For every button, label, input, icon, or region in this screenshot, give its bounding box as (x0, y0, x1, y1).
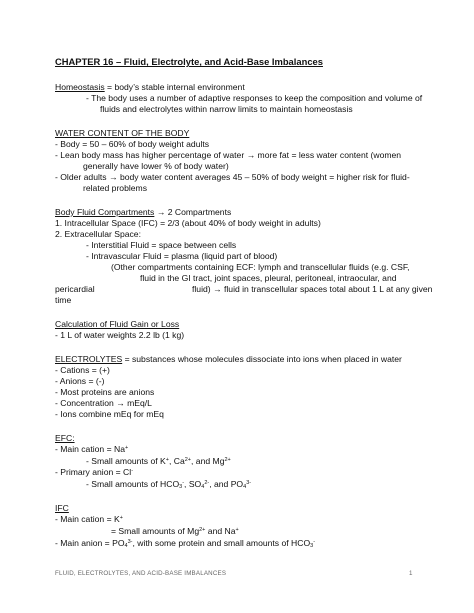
superscript: 3- (127, 539, 133, 545)
homeostasis-definition-text: = body’s stable internal environment (104, 82, 245, 92)
water-content-line: - Body = 50 – 60% of body weight adults (55, 139, 210, 149)
efc-main-cation-text: - Main cation = Na (55, 444, 125, 454)
efc-small-anions (86, 479, 251, 490)
water-content-line: - Older adults → body water content averages 45 – 50% of body weight = higher risk for fluid- (55, 172, 410, 182)
ifc-main-cation-text: - Main cation = K (55, 514, 120, 524)
footer-title: FLUID, ELECTROLYTES, AND ACID-BASE IMBALANCES (55, 570, 227, 577)
compartment-line: - Interstitial Fluid = space between cells (86, 240, 237, 250)
efc-small-cations (86, 456, 231, 467)
compartments-heading: Body Fluid Compartments (55, 207, 155, 217)
compartment-line: fluid) → fluid in transcellular spaces total about 1 L at any given (192, 284, 433, 294)
superscript: + (124, 445, 129, 451)
calculation-heading: Calculation of Fluid Gain or Loss (55, 319, 180, 329)
page-number: 1 (409, 570, 413, 577)
electrolytes-line: - Cations = (+) (55, 365, 110, 375)
efc-small-cations-text: , Ca (168, 456, 185, 466)
homeostasis-term: Homeostasis (55, 82, 105, 92)
superscript: + (119, 515, 123, 521)
compartment-line: 1. Intracellular Space (IFC) = 2/3 (about 40% of body weight in adults) (55, 218, 321, 228)
homeostasis-detail-1: - The body uses a number of adaptive responses to keep the composition and volume of (86, 93, 423, 103)
efc-heading: EFC: (55, 433, 75, 443)
electrolytes-line: - Anions = (-) (55, 376, 105, 386)
compartment-line: pericardial (55, 284, 95, 294)
superscript: - (182, 480, 185, 486)
homeostasis-detail-2: fluids and electrolytes within narrow limits to maintain homeostasis (100, 104, 353, 114)
subscript: 4 (243, 484, 247, 490)
calculation-line: - 1 L of water weights 2.2 lb (1 kg) (55, 330, 185, 340)
ifc-small-cations (111, 526, 239, 537)
efc-small-cations-text: - Small amounts of K (86, 456, 166, 466)
electrolytes-line: - Most proteins are anions (55, 387, 155, 397)
efc-main-cation (55, 444, 128, 455)
electrolytes-definition-text: = substances whose molecules dissociate into ions when placed in water (122, 354, 402, 364)
ifc-main-cation (55, 514, 123, 525)
subscript: 3 (310, 543, 314, 549)
electrolytes-heading: ELECTROLYTES (55, 354, 123, 364)
superscript: 2+ (184, 457, 192, 463)
efc-small-anions-text: , and PO (209, 479, 244, 489)
ifc-small-cations-text: = Small amounts of Mg (111, 526, 200, 536)
superscript: 2+ (199, 527, 206, 533)
efc-small-cations-text: , and Mg (191, 456, 225, 466)
electrolytes-line: - Ions combine mEq for mEq (55, 409, 164, 419)
electrolytes-definition (55, 354, 402, 365)
water-content-line: related problems (83, 183, 148, 193)
ifc-main-anion (55, 538, 315, 549)
superscript: 3- (246, 480, 252, 486)
efc-small-anions-text: , SO (184, 479, 202, 489)
superscript: + (165, 457, 169, 463)
ifc-main-anion-text: - Main anion = PO (55, 538, 125, 548)
efc-small-anions-text: - Small amounts of HCO (86, 479, 180, 489)
compartment-line: time (55, 295, 72, 305)
ifc-heading: IFC (55, 503, 69, 513)
page-title: CHAPTER 16 – Fluid, Electrolyte, and Acid-Base Imbalances (55, 56, 323, 67)
electrolytes-line: - Concentration → mEq/L (55, 398, 152, 408)
efc-primary-anion (55, 467, 133, 478)
subscript: 4 (201, 484, 205, 490)
compartment-line: 2. Extracellular Space: (55, 229, 141, 239)
compartment-line: - Intravascular Fluid = plasma (liquid part of blood) (86, 251, 278, 261)
superscript: - (131, 468, 134, 474)
homeostasis-definition (55, 82, 245, 93)
superscript: 2+ (224, 457, 231, 463)
water-content-line: generally have lower % of body water) (83, 161, 229, 171)
subscript: 4 (124, 543, 128, 549)
water-content-line: - Lean body mass has higher percentage of water → more fat = less water content (women (55, 150, 402, 160)
superscript: 2- (204, 480, 210, 486)
compartments-heading-line (55, 207, 231, 218)
subscript: 3 (179, 484, 183, 490)
ifc-small-cations-text: and Na (205, 526, 236, 536)
water-content-heading: WATER CONTENT OF THE BODY (55, 128, 190, 138)
superscript: - (313, 539, 316, 545)
superscript: + (235, 527, 239, 533)
compartment-line: (Other compartments containing ECF: lymph and transcellular fluids (e.g. CSF, (111, 262, 410, 272)
compartments-heading-tail: → 2 Compartments (154, 207, 232, 217)
efc-primary-anion-text: - Primary anion = Cl (55, 467, 132, 477)
compartment-line: fluid in the GI tract, joint spaces, pleural, peritoneal, intraocular, and (140, 273, 397, 283)
ifc-main-anion-text: , with some protein and small amounts of HCO (132, 538, 311, 548)
